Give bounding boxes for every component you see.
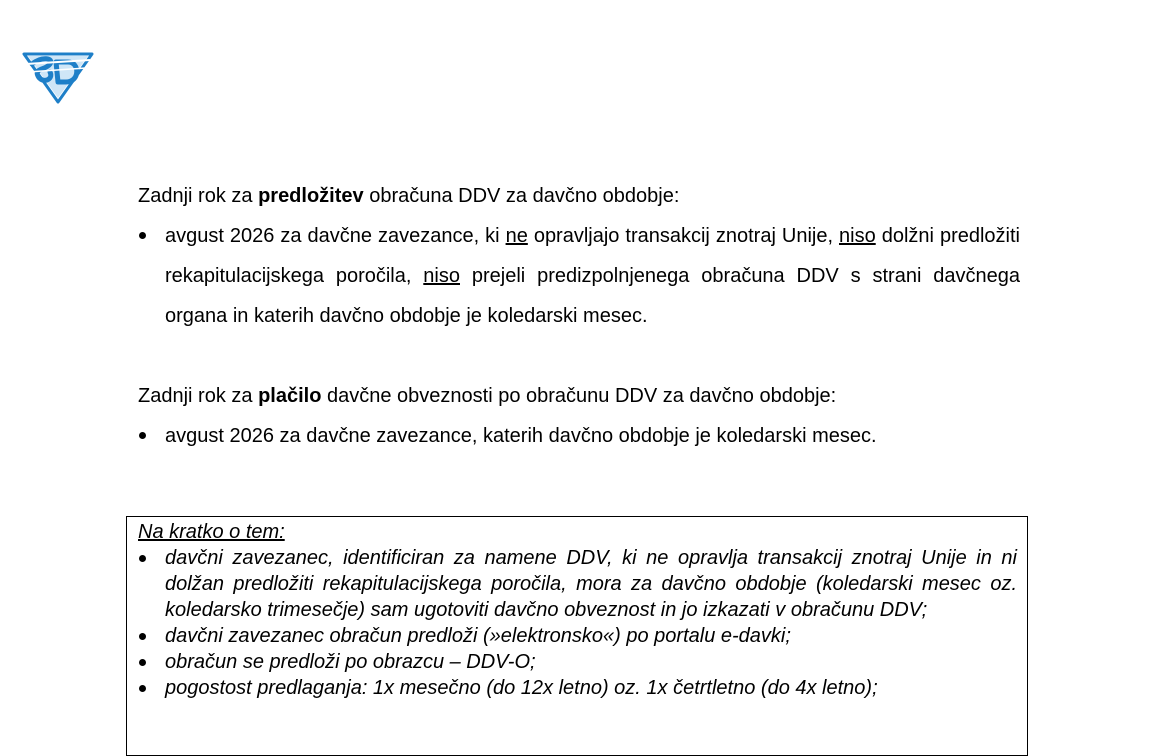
list-item: obračun se predloži po obrazcu – DDV-O; (138, 649, 1017, 675)
summary-box (126, 516, 1028, 756)
list-item: davčni zavezanec obračun predloži (»elektronsko«) po portalu e-davki; (138, 623, 1017, 649)
list-item-text: prejeli predizpolnjenega obračuna DDV s strani davčnega organa in katerih davčno obdobje je koledarski mesec. (165, 265, 1020, 327)
underlined-term: niso (839, 225, 876, 247)
main-content (138, 176, 1020, 456)
list-item: avgust 2026 za davčne zavezance, katerih davčno obdobje je koledarski mesec. (138, 416, 1020, 456)
placilo-list (138, 416, 1020, 456)
list-item-text: opravljajo transakcij znotraj Unije, (527, 225, 840, 247)
summary-list (138, 545, 1017, 701)
list-item: davčni zavezanec, identificiran za namene DDV, ki ne opravlja transakcij znotraj Unije in ni dolžan predložiti rekapitulacijskega poročila, mora za davčno obdobje (koledarski mesec oz. koledarsko trimesečje) sam ugotoviti davčno obveznost in jo izkazati v obračunu DDV; (138, 545, 1017, 623)
intro-bold-term: plačilo (258, 385, 322, 407)
underlined-term: ne (505, 225, 528, 247)
spacer (138, 336, 1020, 376)
predlozitev-intro (138, 176, 1020, 216)
predlozitev-list (138, 216, 1020, 336)
intro-text: davčne obveznosti po obračunu DDV za davčno obdobje: (321, 385, 837, 407)
list-item-text: avgust 2026 za davčne zavezance, ki (165, 225, 506, 247)
company-logo (20, 46, 96, 104)
intro-bold-term: predložitev (258, 185, 364, 207)
summary-title: Na kratko o tem: (138, 521, 285, 543)
list-item-text: dolžni predložiti rekapitulacijskega poročila, (165, 225, 1020, 287)
intro-text: obračuna DDV za davčno obdobje: (363, 185, 680, 207)
placilo-intro (138, 376, 1020, 416)
intro-text: Zadnji rok za (138, 185, 259, 207)
list-item (138, 216, 1020, 336)
list-item: pogostost predlaganja: 1x mesečno (do 12x letno) oz. 1x četrtletno (do 4x letno); (138, 675, 1017, 701)
underlined-term: niso (423, 265, 460, 287)
shield-sd-logo-icon (20, 46, 96, 104)
intro-text: Zadnji rok za (138, 385, 259, 407)
